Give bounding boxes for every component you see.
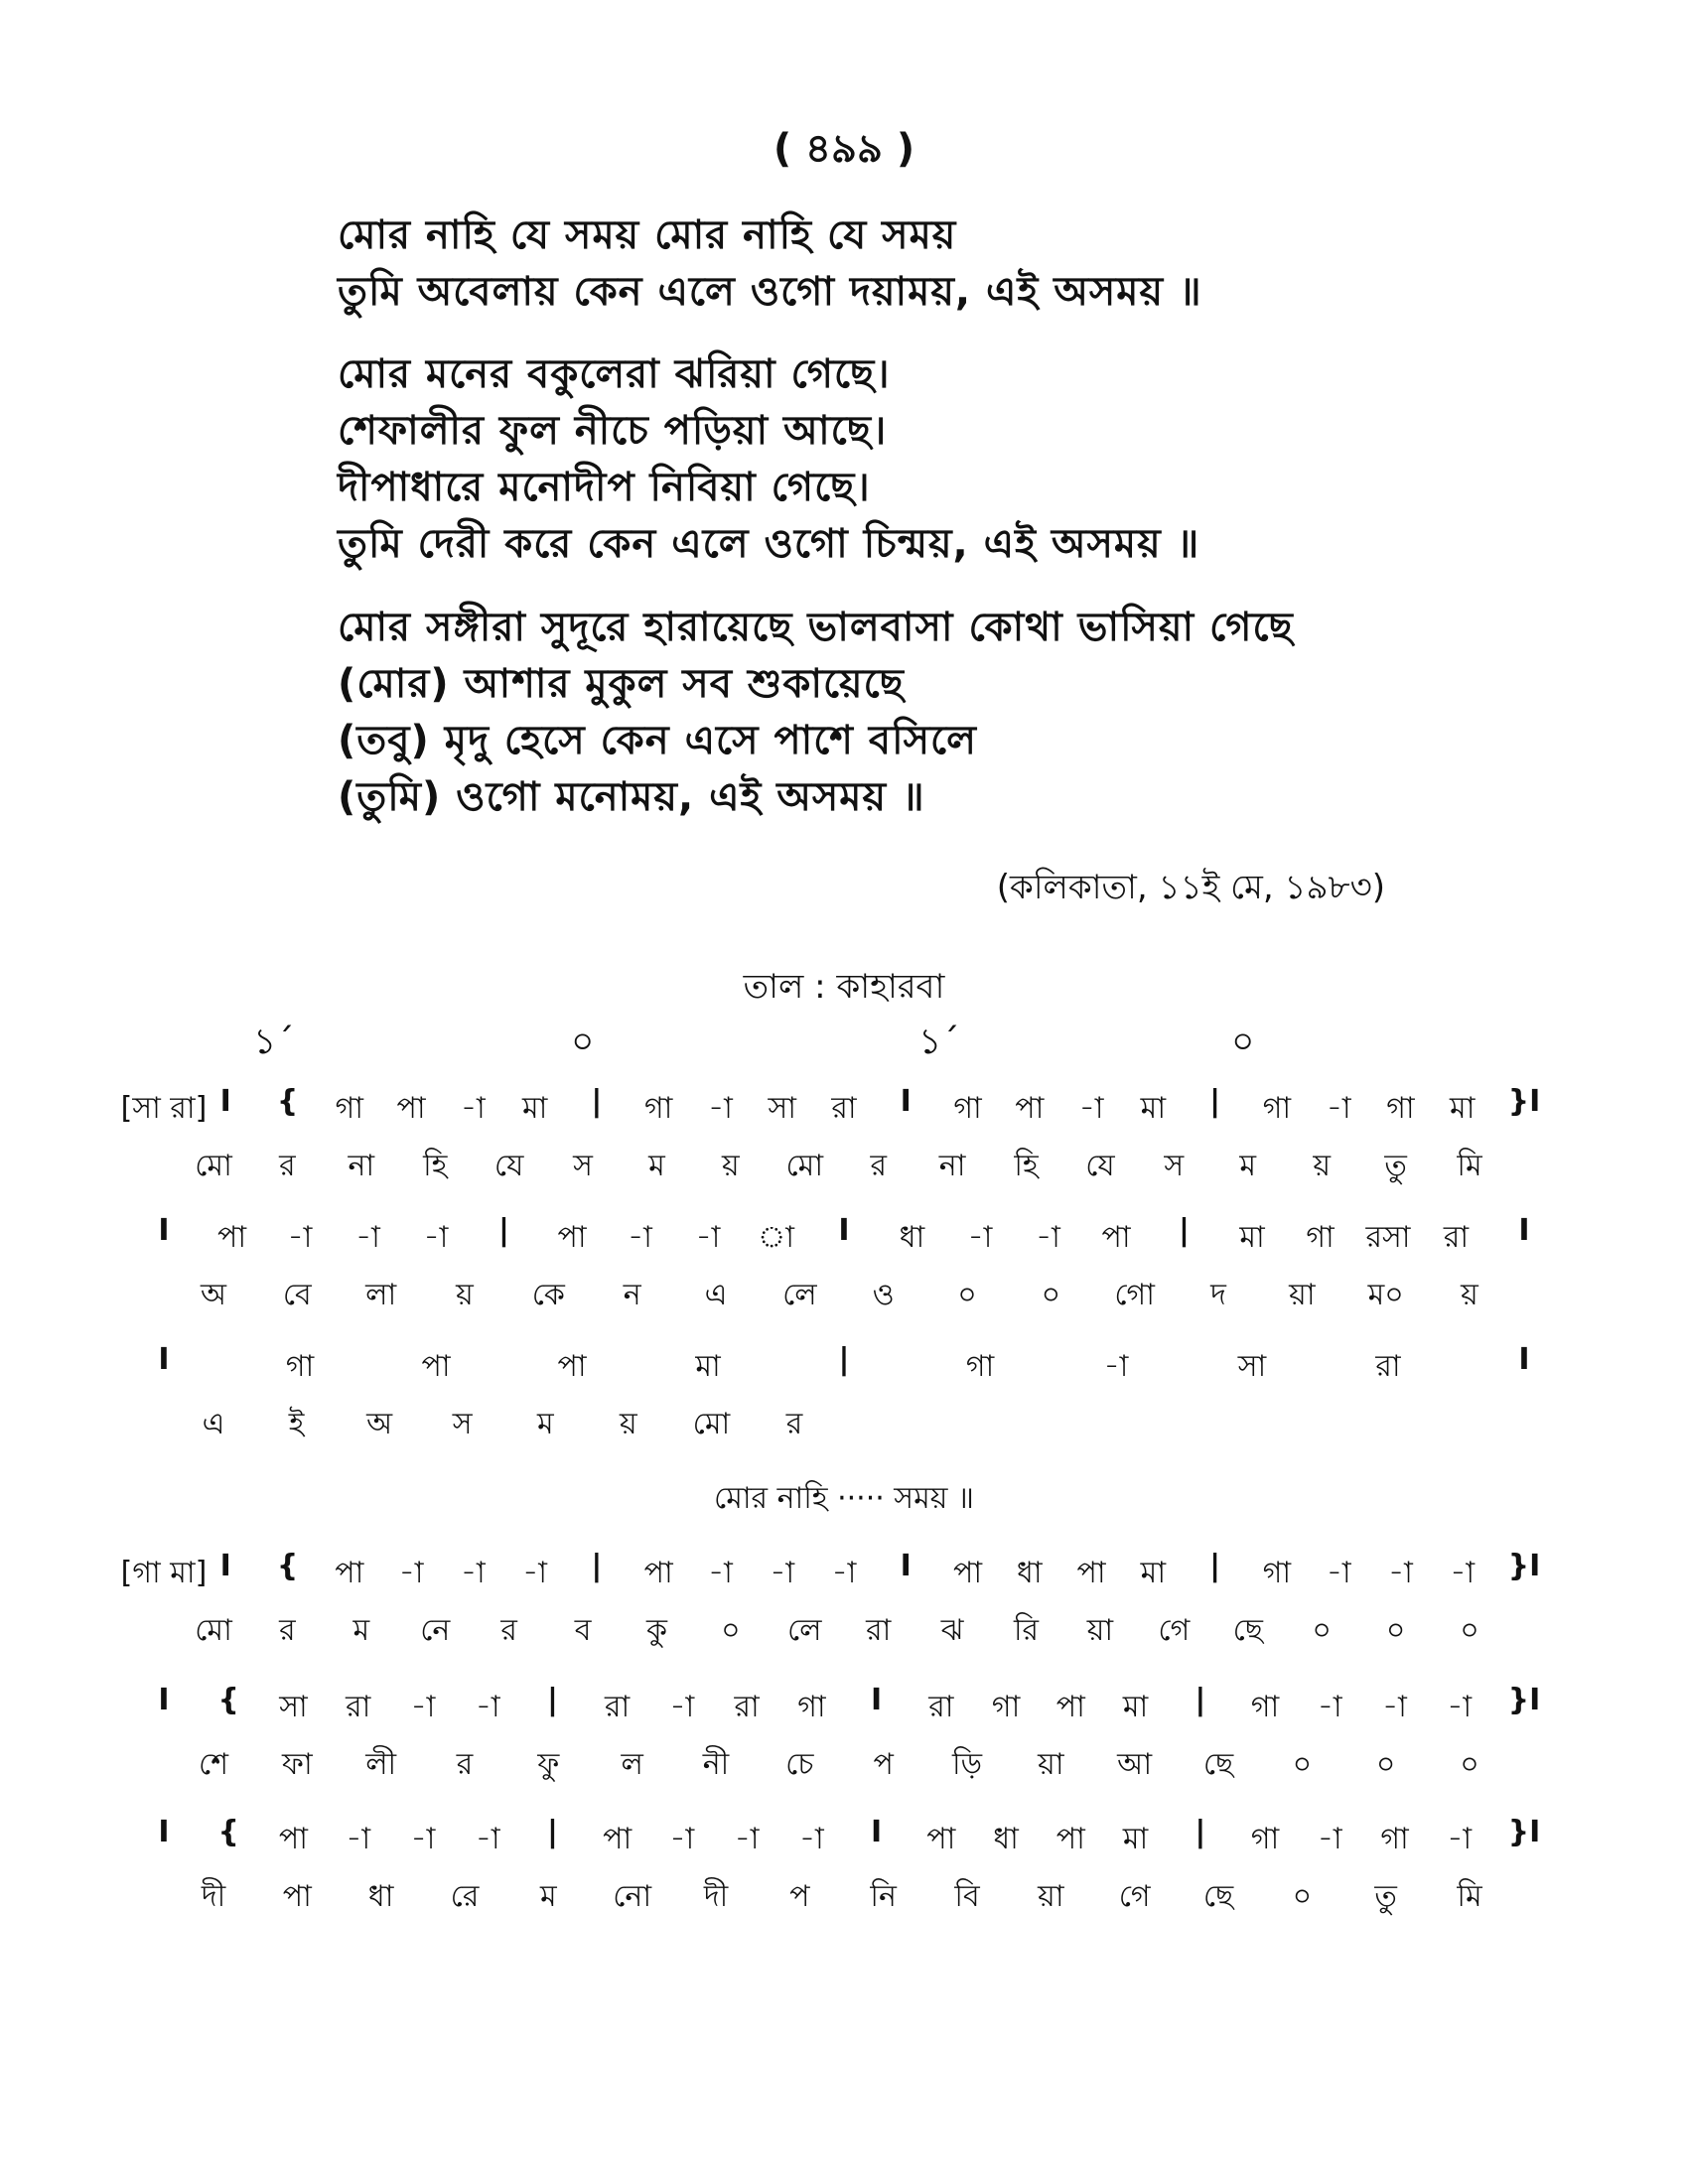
note: মা [1122,1822,1149,1856]
syllable: ০ [1292,1879,1313,1914]
note: -া [423,1220,449,1255]
bar-line: | [1209,1084,1221,1119]
note: -া [1317,1690,1342,1724]
bar-line: I [158,1342,170,1377]
syllable: গে [1158,1613,1191,1648]
beat-mark: ১´ [253,1022,295,1062]
page-number: ( ৪৯৯ ) [773,126,915,172]
syllable: ম [648,1149,665,1183]
syllable: পা [282,1879,312,1914]
syllable: হি [423,1149,448,1183]
note: মা [521,1091,548,1126]
beat-mark: ০ [571,1022,595,1062]
syllable: বে [282,1278,312,1312]
bar-line: I [900,1084,912,1119]
syllable: ফা [282,1747,313,1782]
note: ধা [993,1822,1019,1856]
note: -া [669,1822,695,1856]
bar-line: I [219,1084,231,1119]
note: -া [1036,1220,1060,1255]
lyric-line: শেফালীর ফুল নীচে পড়িয়া আছে। [338,408,888,454]
note: -া [708,1556,733,1590]
note: গা [643,1091,673,1126]
syllable: ০ [1041,1278,1061,1312]
syllable: যে [1085,1149,1115,1183]
bar-line: { [276,1549,299,1583]
syllable: ঝ [940,1613,964,1648]
syllable: নি [870,1879,897,1914]
syllable: রি [1013,1613,1040,1648]
note: -া [287,1220,313,1255]
note: গা [965,1349,995,1384]
note: গা [285,1349,315,1384]
syllable: লা [365,1278,397,1312]
syllable: র [279,1613,296,1648]
note: মা [1122,1690,1149,1724]
note: রা [1443,1220,1470,1255]
syllable: ধা [367,1879,394,1914]
note: ধা [1017,1556,1043,1590]
bar-line: I [871,1683,883,1717]
note: সা [1237,1349,1267,1384]
note: মা [695,1349,721,1384]
syllable: গো [1114,1278,1155,1312]
note: -া [461,1091,486,1126]
syllable: মো [692,1407,731,1441]
syllable: লী [365,1747,397,1782]
bar-line: }I [1507,1683,1541,1717]
syllable: য়া [1038,1747,1064,1782]
note: পা [278,1822,309,1856]
note: -া [669,1690,695,1724]
syllable: য় [620,1407,637,1441]
note: পা [603,1822,633,1856]
note: -া [1078,1091,1104,1126]
note: -া [967,1220,993,1255]
note: সা [279,1690,308,1724]
syllable: এ [704,1278,728,1312]
bar-line: | [591,1549,603,1583]
syllable: ০ [1460,1613,1479,1648]
dateline: (কলিকাতা, ১১ই মে, ১৯৮৩) [996,868,1385,907]
syllable: হি [1014,1149,1039,1183]
syllable: না [938,1149,966,1183]
note: -া [1103,1349,1129,1384]
syllable: অ [201,1278,226,1312]
note: গা [1380,1822,1409,1856]
note: গা [1386,1091,1415,1126]
syllable: মি [1457,1879,1482,1914]
syllable: লে [787,1613,822,1648]
lyric-line: দীপাধারে মনোদীপ নিবিয়া গেছে। [338,465,871,510]
syllable: মো [195,1149,232,1183]
note: পা [557,1349,587,1384]
syllable: শে [199,1747,228,1782]
syllable: নী [702,1747,730,1782]
syllable: নে [420,1613,451,1648]
syllable: ম [539,1879,557,1914]
syllable: য়া [1038,1879,1064,1914]
note: রা [831,1091,857,1126]
note: পা [557,1220,587,1255]
note: গা [1262,1556,1292,1590]
note: -া [1326,1556,1351,1590]
bar-line: | [1209,1549,1221,1583]
note: রা [346,1690,371,1724]
bar-line: I [158,1683,170,1717]
syllable: ফু [537,1747,560,1782]
syllable: অ [366,1407,393,1441]
note: ধা [899,1220,925,1255]
lyric-line: মোর মনের বকুলেরা ঝরিয়া গেছে। [338,351,891,397]
syllable: চে [785,1747,814,1782]
syllable: র [456,1747,474,1782]
syllable: য় [1313,1149,1332,1183]
syllable: দ [1210,1278,1226,1312]
bar-line: I [1518,1342,1530,1377]
bar-line: { [217,1683,239,1717]
syllable: ০ [957,1278,977,1312]
bar-line: }I [1507,1815,1541,1849]
lyric-line: (তুমি) ওগো মনোময়, এই অসময় ॥ [338,774,925,820]
note: -া [522,1556,547,1590]
note: রা [928,1690,954,1724]
note: -া [628,1220,652,1255]
bar-line: I [219,1549,231,1583]
syllable: মো [785,1149,824,1183]
bar-line: }I [1507,1549,1541,1583]
note: পা [926,1822,956,1856]
bar-line: { [276,1084,299,1119]
note: -া [461,1556,486,1590]
syllable: প [789,1879,810,1914]
note: পা [421,1349,451,1384]
note: গা [797,1690,826,1724]
lyric-line: (তবু) মৃদু হেসে কেন এসে পাশে বসিলে [338,718,977,763]
note: গা [1250,1690,1280,1724]
syllable: ছে [1202,1747,1234,1782]
note: পা [335,1556,364,1590]
note: -া [475,1822,500,1856]
bar-line: I [158,1213,170,1248]
note: -া [1447,1690,1473,1724]
syllable: দী [703,1879,729,1914]
note: -া [1382,1690,1407,1724]
syllable: লে [782,1278,817,1312]
syllable: র [279,1149,296,1183]
syllable: ০ [1292,1747,1313,1782]
syllable: দী [201,1879,226,1914]
syllable: স [452,1407,473,1441]
note: পা [952,1556,983,1590]
syllable: ই [288,1407,305,1441]
syllable: ছে [1232,1613,1263,1648]
note: -া [410,1822,436,1856]
note: -া [1447,1822,1473,1856]
bar-line: | [838,1342,850,1377]
note: গা [1262,1091,1292,1126]
note: পা [1055,1690,1085,1724]
bar-line: }I [1507,1084,1541,1119]
note: পা [643,1556,673,1590]
note: -া [695,1220,721,1255]
bar-line: I [871,1815,883,1849]
note: রসা [1365,1220,1411,1255]
note: -া [831,1556,857,1590]
syllable: রে [450,1879,480,1914]
note: পা [1076,1556,1106,1590]
bar-line: | [591,1084,603,1119]
note: -া [734,1822,760,1856]
note: গা [1250,1822,1280,1856]
note: রা [605,1690,631,1724]
note: সা [768,1091,796,1126]
syllable: রা [866,1613,892,1648]
bar-line: { [217,1815,239,1849]
note: -া [799,1822,824,1856]
syllable: এ [202,1407,225,1441]
syllable: ০ [1312,1613,1332,1648]
note: গা [1306,1220,1335,1255]
bar-line: I [900,1549,912,1583]
note: -া [475,1690,500,1724]
note: -া [410,1690,436,1724]
syllable: র [785,1407,803,1441]
syllable: তু [1374,1879,1397,1914]
lyric-line: মোর সঙ্গীরা সুদূরে হারায়েছে ভালবাসা কোথা ভাসিয়া গেছে [338,605,1294,650]
syllable: ম [352,1613,370,1648]
syllable: মো [195,1613,232,1648]
notation-caption: মোর নাহি ····· সময় ॥ [714,1481,974,1516]
note: পা [1015,1091,1045,1126]
note: গা [991,1690,1021,1724]
syllable: ম [1239,1149,1257,1183]
syllable: য় [722,1149,740,1183]
bar-line: | [498,1213,509,1248]
syllable: ড়ি [951,1747,983,1782]
note: -া [346,1822,371,1856]
note: -া [708,1091,733,1126]
syllable: যে [493,1149,524,1183]
tala-heading: তাল : কাহারবা [743,967,945,1007]
syllable: স [573,1149,593,1183]
beat-mark: ১´ [918,1022,960,1062]
bar-line: | [1179,1213,1190,1248]
syllable: ০ [1460,1747,1479,1782]
bar-line: I [838,1213,850,1248]
syllable: স [1164,1149,1185,1183]
syllable: কু [645,1613,667,1648]
syllable: ০ [1375,1747,1396,1782]
note: পা [1101,1220,1131,1255]
syllable: র [870,1149,887,1183]
bar-line: | [546,1683,558,1717]
syllable: র [500,1613,517,1648]
note: মা [1140,1091,1167,1126]
syllable: প [873,1747,894,1782]
note: মা [1450,1091,1476,1126]
syllable: য় [1461,1278,1478,1312]
syllable: মি [1457,1149,1482,1183]
syllable: ল [621,1747,643,1782]
note: গা [953,1091,982,1126]
note: মা [1140,1556,1167,1590]
syllable: আ [1117,1747,1153,1782]
syllable: ম [536,1407,554,1441]
note: -া [1326,1091,1351,1126]
note: পা [1055,1822,1085,1856]
syllable: ব [574,1613,592,1648]
bar-line: I [158,1815,170,1849]
syllable: ছে [1202,1879,1234,1914]
note: -া [355,1220,380,1255]
note: রা [734,1690,760,1724]
syllable: নো [613,1879,652,1914]
note: -া [398,1556,424,1590]
syllable: কে [531,1278,565,1312]
note: মা [1239,1220,1265,1255]
note: া [758,1220,794,1255]
note: রা [1375,1349,1401,1384]
note: -া [770,1556,795,1590]
syllable: ০ [1385,1613,1406,1648]
lyric-line: তুমি অবেলায় কেন এলে ওগো দয়াময়, এই অসময় ॥ [338,269,1202,315]
note: -া [1450,1556,1476,1590]
beat-mark: ০ [1231,1022,1255,1062]
syllable: না [348,1149,375,1183]
note: পা [216,1220,247,1255]
syllable: ম০ [1367,1278,1404,1312]
note: [সা রা] [120,1091,208,1126]
syllable: ০ [721,1613,741,1648]
bar-line: | [1195,1683,1206,1717]
note: [গা মা] [120,1556,208,1590]
syllable: ন [623,1278,641,1312]
bar-line: I [1518,1213,1530,1248]
note: গা [335,1091,363,1126]
syllable: ও [872,1278,895,1312]
note: পা [396,1091,426,1126]
syllable: য়া [1289,1278,1316,1312]
syllable: বি [954,1879,980,1914]
lyric-line: তুমি দেরী করে কেন এলে ওগো চিন্ময়, এই অসময় ॥ [338,521,1200,567]
syllable: গে [1118,1879,1151,1914]
lyric-line: মোর নাহি যে সময় মোর নাহি যে সময় [338,212,957,258]
bar-line: | [1195,1815,1206,1849]
syllable: য় [456,1278,474,1312]
note: -া [1317,1822,1342,1856]
bar-line: | [546,1815,558,1849]
syllable: য়া [1086,1613,1114,1648]
note: -া [1388,1556,1413,1590]
syllable: তু [1384,1149,1407,1183]
lyric-line: (মোর) আশার মুকুল সব শুকায়েছে [338,661,905,707]
